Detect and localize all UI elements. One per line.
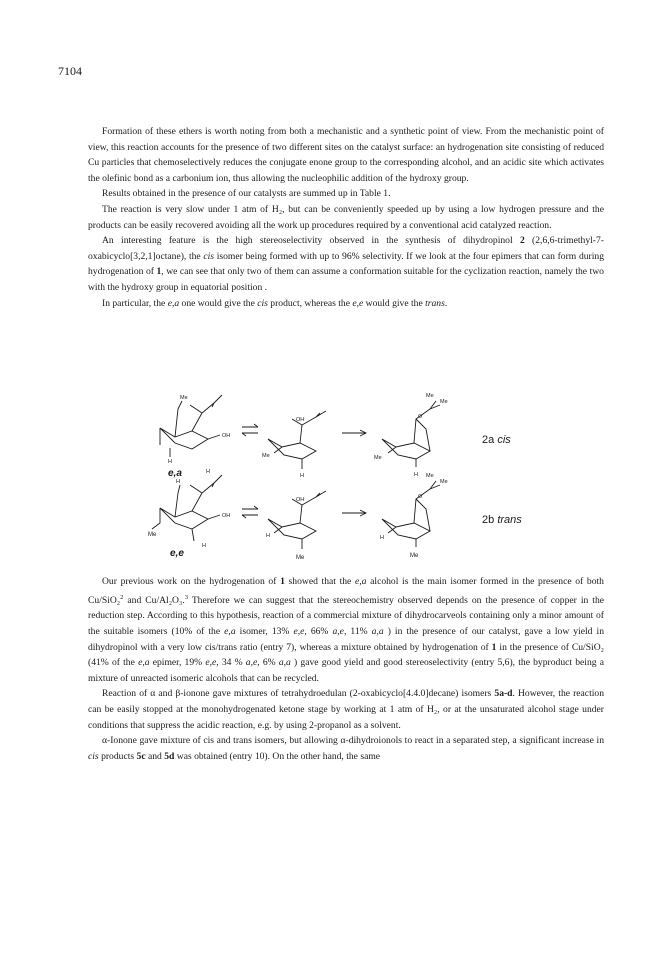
text-run: products — [98, 750, 137, 762]
text-run: e,a — [355, 576, 367, 587]
text-run: e,e — [352, 297, 364, 309]
me-label: Me — [440, 479, 448, 485]
me-label: Me — [426, 393, 434, 399]
paragraph-p7 — [88, 686, 604, 733]
text-run: product, whereas the — [267, 297, 353, 309]
page-number: 7104 — [58, 64, 82, 78]
h-label: H — [414, 472, 418, 478]
h-label: H — [202, 543, 206, 549]
text-run: 2 — [519, 235, 525, 247]
text-run: would give the — [363, 297, 426, 309]
me-label: Me — [440, 399, 448, 405]
text-run: Formation of these ethers is worth noting from both a mechanistic and a synthetic point of view. From the mechanistic point of view, this reaction accounts for the presence of two different sites on the catalyst surface: an hydrogenation site consisting of reduced Cu particles that chemoselectively reduces the conjugate enone group to the corresponding alcohol, and an acidic site which activates the olefinic bond as a carbonium ion, thus allowing the nucleophilic addition of the hydroxy group. — [88, 126, 604, 184]
text-run: Results obtained in the presence of our catalysts are summed up in Table 1. — [102, 188, 391, 200]
me-label: Me — [426, 473, 434, 479]
text-run: , we can see that only two of them can assume a conformation suitable for the cyclization reaction, namely the two with the hydroxy group in equatorial position . — [88, 266, 604, 293]
text-run: . — [444, 297, 448, 309]
oh-label: OH — [222, 513, 231, 519]
text-run: isomer, 13% — [235, 625, 294, 637]
text-run: 1 — [280, 576, 285, 587]
equilibrium-arrow-2 — [242, 506, 258, 518]
oh-label: OH — [296, 417, 305, 423]
oh-label: OH — [222, 433, 231, 439]
text-run: Our previous work on the hydrogenation of — [102, 576, 281, 587]
text-run: 2 — [120, 593, 124, 601]
paragraph-p5 — [88, 296, 604, 312]
text-run: cis — [88, 750, 99, 762]
paragraph-p4 — [88, 233, 604, 295]
text-run: ) in the presence of our catalyst, gave a low yield in dihydropinol with a very low cis/trans ratio (entry 7), whereas a mixture obtained by hydrogenation of — [88, 625, 604, 653]
text-run: , 34 % — [216, 657, 246, 669]
text-run: one would give the — [179, 297, 258, 309]
paragraph-p8 — [88, 733, 604, 764]
oh-label: OH — [296, 497, 305, 503]
text-run: e,a — [167, 297, 180, 309]
h-label: H — [266, 533, 270, 539]
me-label: Me — [374, 455, 382, 461]
text-run: ) gave good yield and good stereoselectivity (entry 5,6), the byproduct being a mixture of unreacted isomeric alcohols that can be recycled. — [88, 657, 604, 684]
text-run: , 11% — [343, 625, 372, 637]
text-run: a,a — [371, 625, 384, 637]
text-run: 1 — [156, 266, 162, 278]
h-label: H — [300, 473, 304, 479]
text-run: trans — [425, 297, 445, 309]
text-run: a,e — [245, 657, 258, 669]
epimer-ee-label: e,e — [170, 548, 184, 559]
epimer-ea-label: e,a — [168, 468, 182, 479]
body-text-top — [88, 124, 604, 311]
h-label: H — [176, 479, 180, 485]
text-run: The reaction is very slow under 1 atm of H₂, but can be conveniently speeded up by using a low hydrogen pressure and the products can be easily recovered avoiding all the work up procedures required by a conventional acid catalyzed reaction. — [88, 203, 604, 231]
text-run: , 66% — [304, 625, 333, 637]
product-2a-structure — [382, 401, 440, 467]
me-label: Me — [296, 555, 305, 561]
text-run: An interesting feature is the high stereoselectivity observed in the synthesis of dihydropinol — [102, 235, 520, 247]
paragraph-p2 — [88, 186, 604, 202]
text-run: alcohol is the main isomer formed in the presence of both Cu/SiO₂ — [88, 576, 604, 606]
text-run: was obtained (entry 10). On the other hand, the same — [174, 750, 381, 762]
text-run: e,e — [293, 625, 305, 637]
text-run: 1 — [491, 641, 497, 653]
text-run: . However, the reaction can be easily stopped at the monohydrogenated ketone stage by working at 1 atm of H₂, or at the unsaturated alcohol stage under conditions that suppress the acidic reaction, e.g. by using 2-propanol as a solvent. — [88, 688, 604, 731]
svg-text:O: O — [418, 414, 423, 420]
text-run: α-Ionone gave mixture of cis and trans isomers, but allowing α-dihydroionols to react in a separated step, a significant increase in — [102, 735, 604, 747]
text-run: e,a — [224, 625, 236, 637]
text-run: e,e — [205, 657, 217, 669]
text-run: , 6% — [257, 657, 279, 669]
svg-text:O: O — [418, 494, 423, 500]
h-label: H — [380, 535, 384, 541]
text-run: cis — [257, 297, 268, 309]
text-run: and Cu/Al₂O₃. — [123, 594, 185, 606]
epimer-ea-structure — [160, 395, 222, 449]
text-run: and — [145, 750, 165, 762]
me-label: Me — [262, 453, 270, 459]
text-run: epimer, 19% — [149, 657, 206, 669]
text-run: Therefore we can suggest that the stereochemistry observed depends on the presence of copper in the reduction step. According to this hypothesis, reaction of a commercial mixture of dihydrocarveols containing only a minor amount of the suitable isomers (10% of the — [88, 594, 605, 637]
text-run: 5c — [136, 750, 146, 762]
me-label: Me — [180, 395, 188, 401]
text-run: e,a — [138, 657, 150, 669]
text-run: showed that the — [284, 576, 355, 587]
product-2a-label: 2a cis — [482, 434, 511, 446]
equilibrium-arrow-1 — [242, 424, 258, 436]
text-run: a,e — [332, 625, 344, 637]
me-label: Me — [148, 532, 157, 538]
text-run: 5d — [164, 750, 175, 762]
text-run: isomer being formed with up to 96% selectivity. If we look at the four epimers that can form during hydrogenation of — [88, 250, 604, 278]
epimer-ee-structure — [152, 475, 222, 541]
paragraph-p1 — [88, 124, 604, 186]
product-2b-label: 2b trans — [482, 514, 522, 526]
text-run: In particular, the — [102, 297, 168, 309]
text-run: 5a-d — [494, 688, 513, 700]
text-run: a,a — [278, 657, 291, 669]
body-text-bottom — [88, 574, 604, 764]
h-label: H — [168, 459, 172, 465]
text-run: Reaction of α and β-ionone gave mixtures of tetrahydroedulan (2-oxabicyclo[4.4.0]decane) isomers — [102, 688, 495, 700]
paragraph-p3 — [88, 202, 604, 233]
text-run: cis — [203, 250, 215, 262]
h-label: H — [206, 469, 210, 475]
reaction-scheme — [130, 373, 570, 568]
reaction-arrow-2 — [342, 510, 366, 516]
reaction-arrow-1 — [342, 430, 366, 436]
product-2b-structure — [382, 481, 440, 547]
me-label: Me — [410, 553, 419, 559]
text-run: 3 — [184, 593, 188, 601]
text-run: in the presence of Cu/SiO₂ (41% of the — [88, 641, 605, 669]
text-run: (2,6,6-trimethyl-7-oxabicyclo[3,2,1]octane), the — [88, 235, 604, 262]
paragraph-p6 — [88, 574, 604, 686]
